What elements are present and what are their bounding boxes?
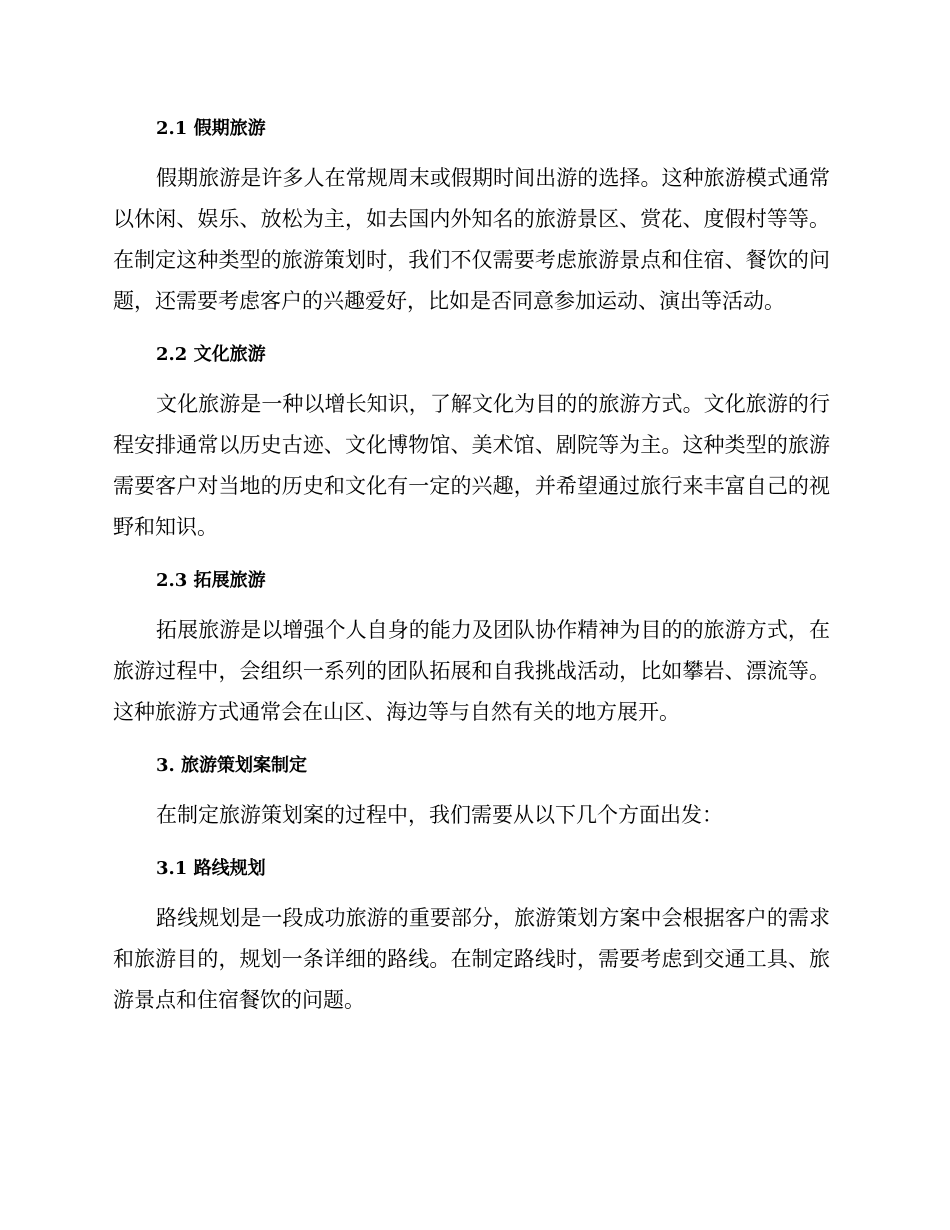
section-heading-2-1: 2.1 假期旅游	[156, 118, 266, 139]
section-paragraph-2-2: 文化旅游是一种以增长知识，了解文化为目的的旅游方式。文化旅游的行程安排通常以历史古迹、文化博物馆、美术馆、剧院等为主。这种类型的旅游需要客户对当地的历史和文化有一定的兴趣，并希望通过旅行来丰富自己的视野和知识。	[113, 392, 830, 539]
document-body	[113, 108, 830, 1021]
section-paragraph-3-1: 路线规划是一段成功旅游的重要部分，旅游策划方案中会根据客户的需求和旅游目的，规划一条详细的路线。在制定路线时，需要考虑到交通工具、旅游景点和住宿餐饮的问题。	[113, 906, 830, 1012]
section-paragraph-3: 在制定旅游策划案的过程中，我们需要从以下几个方面出发：	[156, 803, 723, 827]
section-heading-3: 3. 旅游策划案制定	[156, 755, 308, 776]
section-heading-2-3: 2.3 拓展旅游	[156, 570, 266, 591]
section-paragraph-2-3: 拓展旅游是以增强个人自身的能力及团队协作精神为目的的旅游方式，在旅游过程中，会组织一系列的团队拓展和自我挑战活动，比如攀岩、漂流等。这种旅游方式通常会在山区、海边等与自然有关的地方展开。	[113, 618, 830, 724]
section-heading-2-2: 2.2 文化旅游	[156, 344, 266, 365]
section-paragraph-2-1: 假期旅游是许多人在常规周末或假期时间出游的选择。这种旅游模式通常以休闲、娱乐、放松为主，如去国内外知名的旅游景区、赏花、度假村等等。在制定这种类型的旅游策划时，我们不仅需要考虑旅游景点和住宿、餐饮的问题，还需要考虑客户的兴趣爱好，比如是否同意参加运动、演出等活动。	[113, 166, 830, 313]
section-heading-3-1: 3.1 路线规划	[156, 858, 266, 879]
